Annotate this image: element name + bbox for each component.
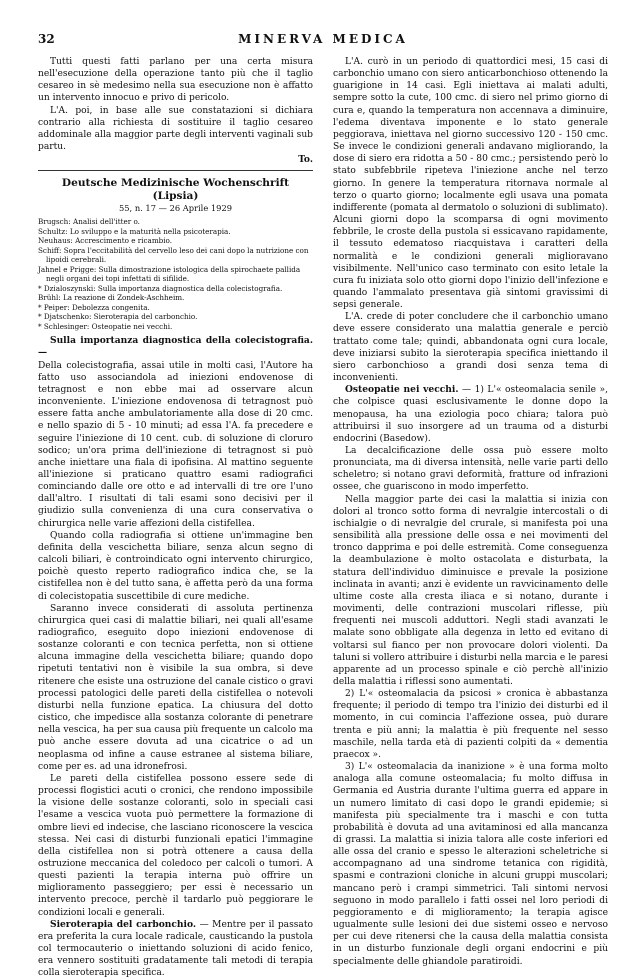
author-signature: To. [298,154,313,166]
section-paragraph [333,384,608,445]
section-paragraph: Quando colla radiografia si ottiene un'immagine ben definita della vescichetta biliare, senza alcun segno di calcoli biliari, è controindicato ogni intervento chirurgico, poichè questo reperto radiografico indica che, se la cistifellea non è del tutto sana, è affetta però da una forma di colecistopatia suscettibile di cure mediche. [38,530,313,602]
journal-section-issue: 55, n. 17 — 26 Aprile 1929 [118,203,232,214]
abstract-item: Schultz: Lo sviluppo e la maturità nella psicoterapia. [38,226,231,236]
journal-page [38,30,608,979]
abstract-item: Jahnel e Prigge: Sulla dimostrazione istologica della spirochaete pallida negli organi dei topi infettati di sifilide. [38,264,301,284]
page-header [38,30,608,52]
section-paragraph: Le pareti della cistifellea possono essere sede di processi flogistici acuti o cronici, che rendono impossibile la visione delle sostanze coloranti, solo in speciali casi l'esame a vescica vuota può permettere la formazione di ombre lievi ed indecise, che lasciano riconoscere la vescica stessa. Nei casi di disturbi funzionali epatici l'immagine della cistifellea non si potrà ottenere a causa della ostruzione meccanica del coledoco per calcoli o tumori. A questi pazienti la terapia interna può offrire un miglioramento passeggiero; per essi è necessario un intervento precoce, perchè il tardarlo può peggiorare le condizioni locali e generali. [38,773,313,918]
abstract-item: * Peiper: Debolezza congenita. [38,302,150,312]
text-columns [38,56,608,979]
section-heading: Sieroterapia del carbonchio. [50,918,197,930]
abstract-item: Neuhaus: Accrescimento e ricambio. [38,236,173,246]
section-paragraph [38,919,313,980]
abstract-item: * Djatschenko: Sieroterapia del carbonchio. [38,312,198,322]
section-text: — Mentre per il passato era preferita la cura locale radicale, causticando la pustola col termocauterio o iniettando soluzioni di acido fenico, era vennero sostituiti gradatamente tali metodi di terapia colla sieroterapia specifica. [38,919,313,979]
section-paragraph: L'A. crede di poter concludere che il carbonchio umano deve essere considerato una malattia generale e perciò trattato come tale; quindi, abbandonata ogni cura locale, deve iniziarsi subito la sieroterapia specifica iniettando il siero carbonchioso a grandi dosi senza tema di inconvenienti. [333,312,608,384]
abstract-item: Brugsch: Analisi dell'itter o. [38,217,140,227]
abstract-item: * Dzialoszynski: Sulla importanza diagnostica della colecistografia. [38,283,283,293]
section-heading: Osteopatie nei vecchi. [345,384,459,396]
section-text: — 1) L'« osteomalacia senile », che colpisce quasi esclusivamente le donne dopo la menopausa, ha una eziologia poco chiara; talora può attribuirsi il suo insorgere ad un trauma od a disturbi endocrini (Basedow). [333,385,608,444]
abstract-item: Schiff: Sopra l'eccitabilità del cervello leso dei cani dopo la nutrizione con lipoidi cerebrali. [38,245,309,265]
journal-section-title: Deutsche Medizinische Wochenschrift (Lipsia) [61,177,290,203]
abstract-list [38,217,313,331]
intro-paragraph: Tutti questi fatti parlano per una certa misura nell'esecuzione della operazione tanto più che il taglio cesareo in sè medesimo nella sua esecuzione non è affatto un intervento innocuo e privo di pericolo. [38,57,313,104]
journal-title: MINERVA MEDICA [238,32,408,46]
section-paragraph: 3) L'« osteomalacia da inanizione » è una forma molto analoga alla comune osteomalacia; fu molto diffusa in Germania ed Austria durante l'ultima guerra ed appare in un numero limitato di casi dopo le grandi epidemie; si manifesta più specialmente tra i maschi e con tutta probabilità è dovuta ad una avitaminosi ed alla mancanza di grassi. La malattia si inizia talora alle coste inferiori ed alle ossa del cranio e spesso le alterazioni scheletriche si accompagnano ad una sindrome tetanica con rigidità, spasmi e contrazioni cloniche in alcuni gruppi muscolari; mancano però i crampi simmetrici. Tali sintomi nervosi seguono in modo parallelo i fatti ossei nel loro periodi di peggioramento e di miglioramento; la terapia agisce ugualmente sulle lesioni dei due sistemi osseo e nervoso per cui deve ritenersi che la causa della malattia consista in un disturbo funzionale degli organi endocrini e più specialmente delle ghiandole paratiroidi. [333,762,608,967]
abstract-item: * Schlesinger: Osteopatie nei vecchi. [38,321,173,331]
abstract-item: Brühl: La reazione di Zondek-Aschheim. [38,293,185,303]
section-heading: Sulla importanza diagnostica della colecistografia. — [38,335,313,359]
section-paragraph: La decalcificazione delle ossa può essere molto pronunciata, ma di diversa intensità, nelle varie parti dello scheletro; si notano gravi deformità, fratture od infrazioni ossee, che guariscono in modo imperfetto. [333,446,608,493]
section-divider [38,170,313,171]
section-paragraph: Nella maggior parte dei casi la malattia si inizia con dolori al tronco sotto forma di nevralgie intercostali o di ischialgie o di nevralgie del crurale, si manifesta poi una sensibilità alla pressione delle ossa e nei movimenti del tronco dapprima e poi delle estremità. Come conseguenza la deambulazione è molto ostacolata e disturbata, la statura dell'individuo diminuisce e prevale la posizione inclinata in avanti; anzi è evidente un ravvicinamento delle ultime coste alla cresta iliaca e si notano, durante i movimenti, delle contrazioni muscolari riflesse, più frequenti nei muscoli adduttori. Negli stadi avanzati le malate sono obbligate alla degenza in letto ed evitano di voltarsi sul fianco per non provocare dolori violenti. Da taluni si vollero attribuire i disturbi nella marcia e le paresi apparente ad un processo spinale e ciò perchè all'inizio della malattia i riflessi sono aumentati. [333,494,608,687]
section-paragraph: L'A. curò in un periodo di quattordici mesi, 15 casi di carbonchio umano con siero anticarbonchioso ottenendo la guarigione in 14 casi. Egli iniettava ai malati adulti, sempre sotto la cute, 100 cmc. di siero nel primo giorno di cura e, quando la temperatura non accennava a diminuire, l'edema diventava imponente e lo stato generale peggiorava, iniettava nel giorno successivo 120 - 150 cmc. Se invece le condizioni generali andavano migliorando, la dose di siero era ridotta a 50 - 80 cmc.; persistendo però lo stato subfebbrile ripeteva l'iniezione anche nel terzo giorno. In genere la temperatura ritornava normale al terzo o quarto giorno; localmente egli usava una pomata indifferente (pomata al dermatolo o soluzioni di sublimato). Alcuni giorni dopo la scomparsa di ogni movimento febbrile, le croste della pustola si essicavano rapidamente, il tessuto edematoso riacquistava i caratteri della normalità e le condizioni generali miglioravano visibilmente. Nell'unico caso terminato con esito letale la cura fu iniziata solo otto giorni dopo l'inizio dell'infezione e quando l'ammalato presentava già sintomi gravissimi di sepsi generale. [333,57,608,311]
section-paragraph [38,335,313,359]
section-paragraph: 2) L'« osteomalacia da psicosi » cronica è abbastanza frequente; il periodo di tempo tra l'inizio dei disturbi ed il momento, in cui comincia l'affezione ossea, può durare trenta e più anni; la malattia è più frequente nel sesso maschile, nella tarda età di pazienti colpiti da « dementia praecox ». [333,689,608,760]
section-paragraph: Saranno invece considerati di assoluta pertinenza chirurgica quei casi di malattie biliari, nei quali all'esame radiografico, eseguito dopo iniezioni endovenose di sostanze coloranti e con tecnica perfetta, non si ottiene alcuna immagine della vescichetta biliare; quando dopo ripetuti tentativi non è visibile la sua ombra, si deve ritenere che esiste una ostruzione del canale cistico o gravi processi patologici delle pareti della cistifellea o notevoli disturbi nella funzione epatica. La chiusura del dotto cistico, che impedisce alla sostanza colorante di penetrare nella vescica, ha per sua causa più frequente un calcolo ma può anche essere dovuta ad una cicatrice o ad un neoplasma od infine a cause estranee al sistema biliare, come per es. ad una idronefrosi. [38,603,313,772]
right-column [333,56,608,968]
page-number: 32 [38,32,55,46]
section-paragraph: Della colecistografia, assai utile in molti casi, l'Autore ha fatto uso associandola ad iniezioni endovenose di tetragnost e non ebbe mai ad osservare alcun inconveniente. L'iniezione endovenosa di tetragnost può essere fatta anche ambulatoriamente alla dose di 20 cmc. e nello spazio di 5 - 10 minuti; ad essa l'A. fa precedere e seguire l'iniezione di 10 cent. cub. di soluzione di cloruro sodico; un'ora prima dell'iniezione di tetragnost si può anche iniettare una fiala di ipofisina. Al mattino seguente all'iniezione si praticano quattro esami radiografici cominciando dalle ore otto e ad intervalli di tre ore l'uno dall'altro. I risultati di tali esami sono decisivi per il giudizio sulla convenienza di una cura conservativa o chirurgica nelle varie affezioni della cistifellea. [38,360,313,529]
left-column [38,56,313,980]
intro-paragraph: L'A. poi, in base alle sue constatazioni si dichiara contrario alla richiesta di sostituire il taglio cesareo addominale alla maggior parte degli interventi vaginali sub partu. [38,105,313,153]
